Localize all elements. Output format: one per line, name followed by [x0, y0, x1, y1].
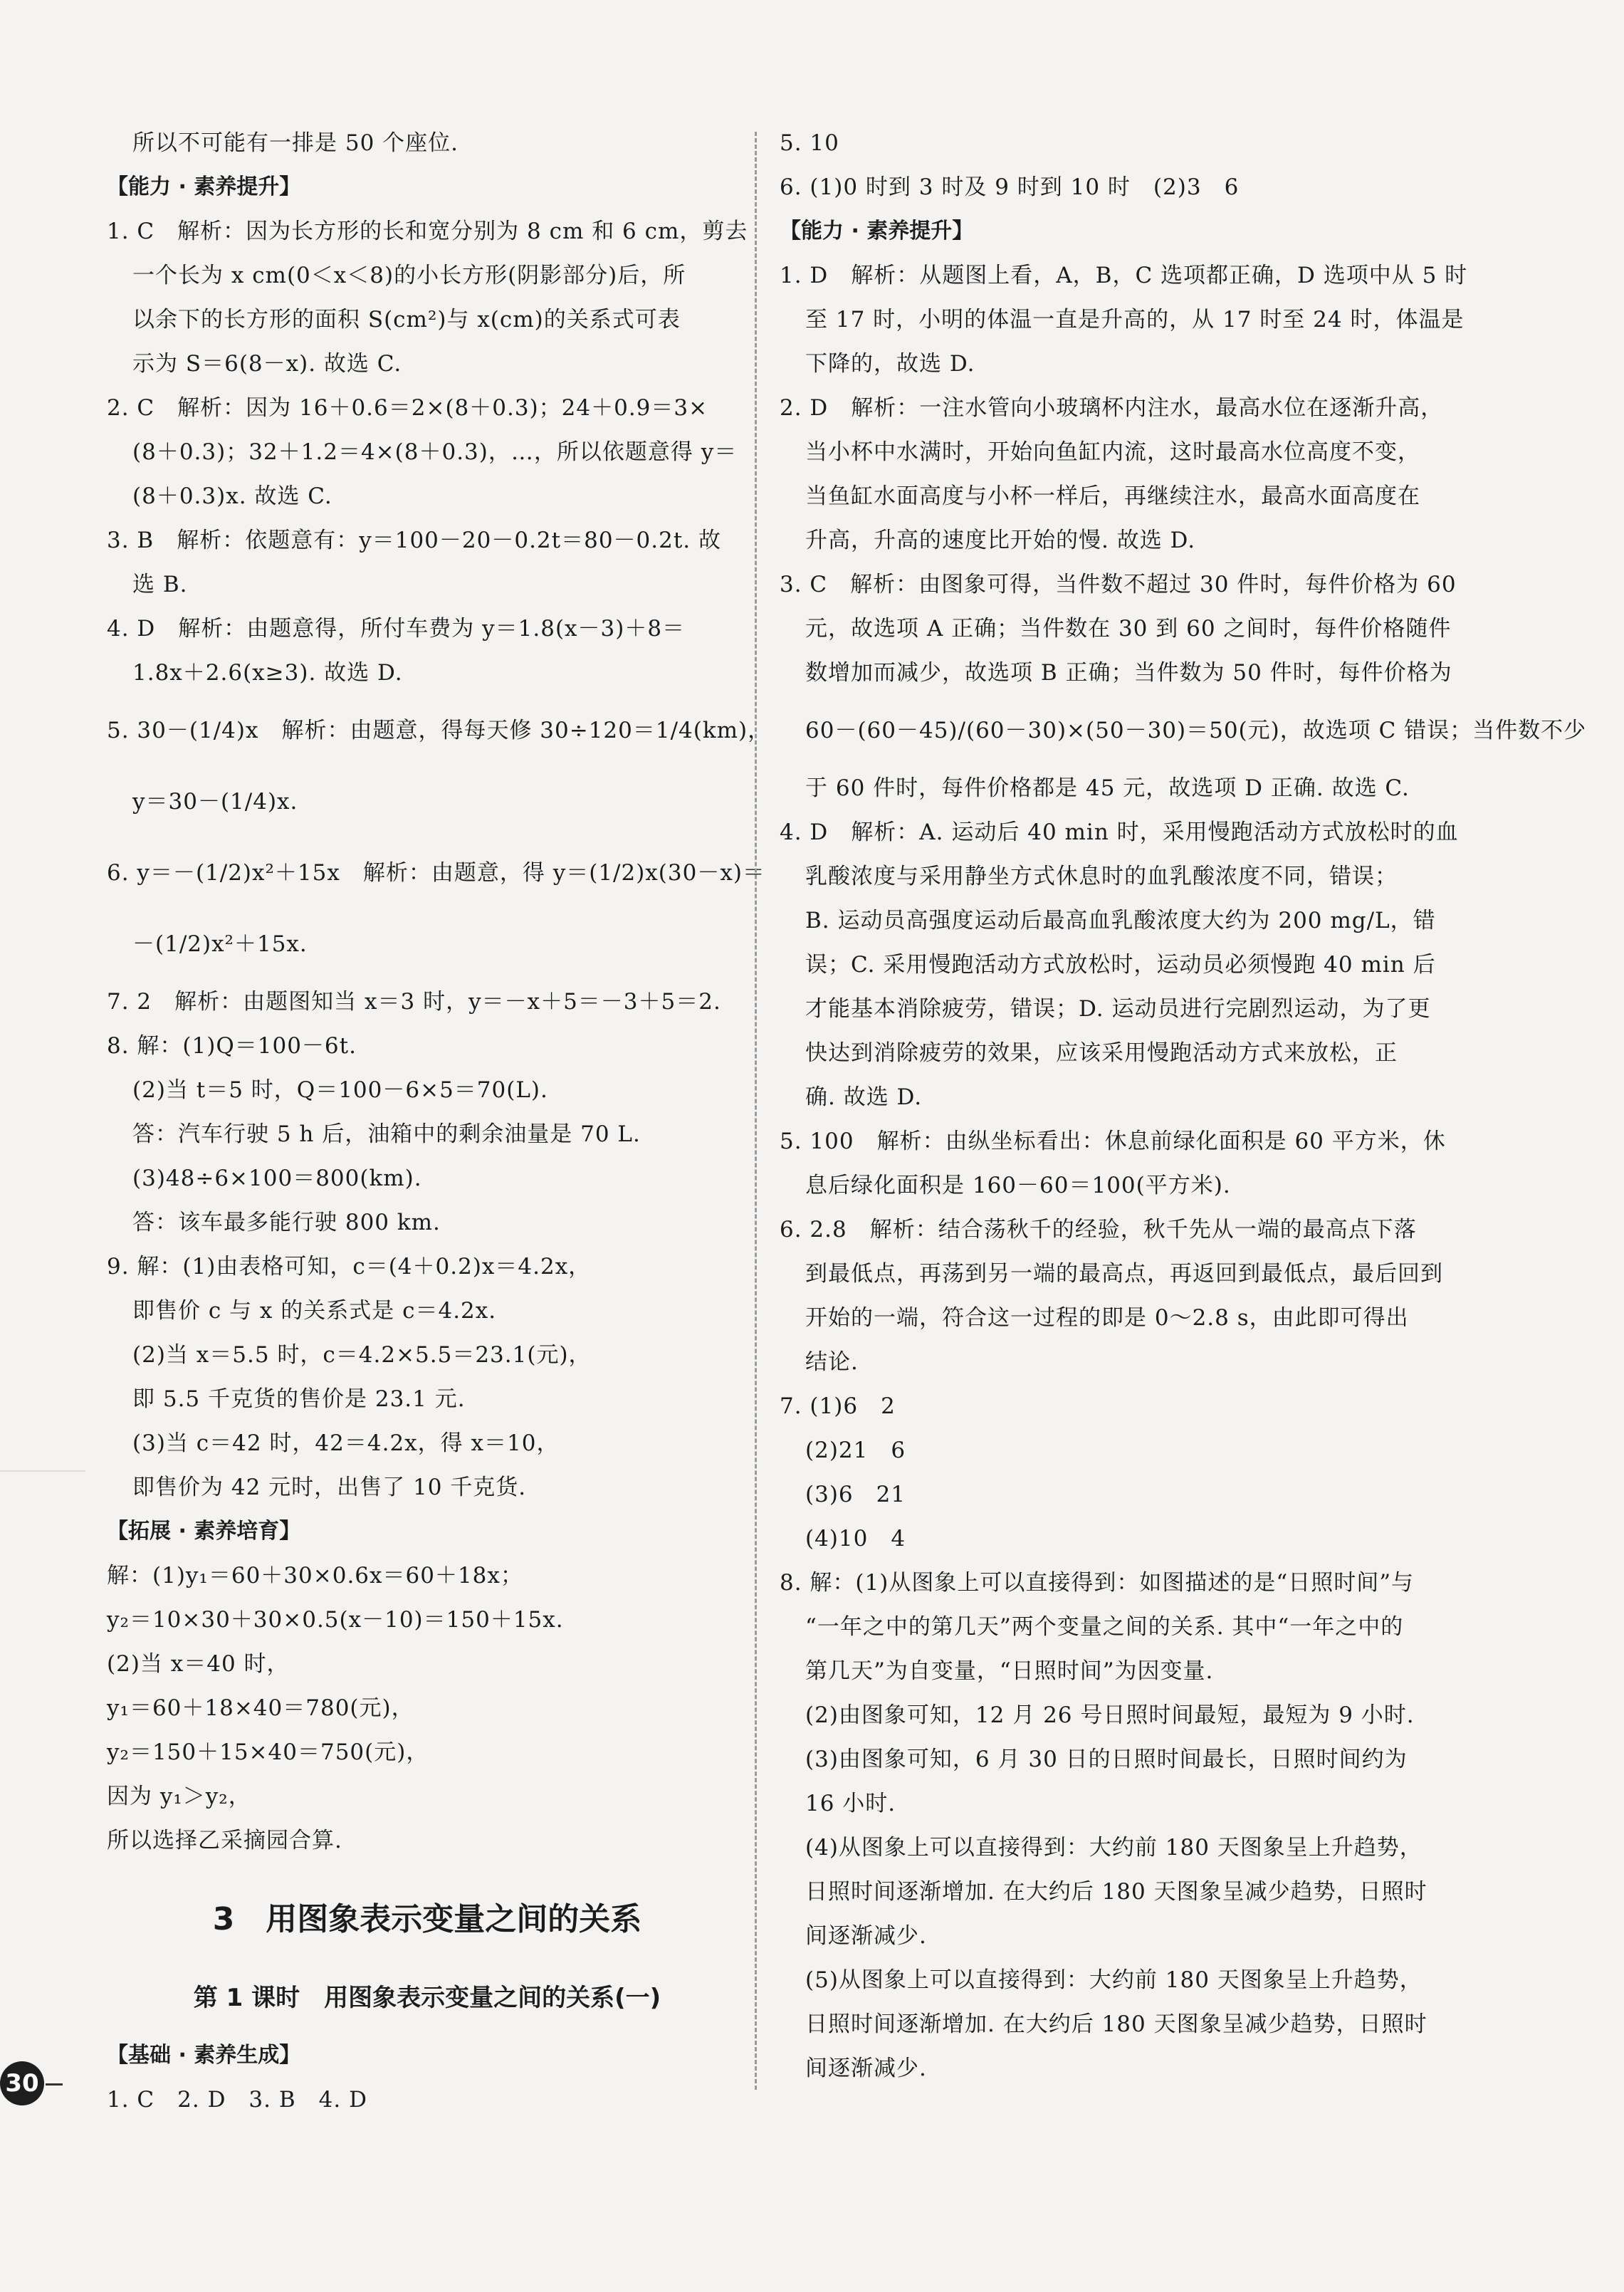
answer-line: 以余下的长方形的面积 S(cm²)与 x(cm)的关系式可表: [132, 307, 681, 333]
answer-line: 16 小时.: [805, 1791, 896, 1816]
answer-line: 3. C 解析：由图象可得，当件数不超过 30 件时，每件价格为 60: [780, 572, 1457, 597]
answer-line: 所以不可能有一排是 50 个座位.: [132, 130, 459, 156]
answer-line: 所以选择乙采摘园合算.: [107, 1828, 342, 1853]
answer-line: 5. 10: [780, 130, 839, 156]
answer-line: 乳酸浓度与采用静坐方式休息时的血乳酸浓度不同，错误；: [805, 864, 1398, 889]
answer-line: 当小杯中水满时，开始向鱼缸内流，这时最高水位高度不变，: [805, 439, 1420, 465]
answer-line: y＝30－(1/4)x.: [132, 789, 298, 815]
answer-line: 答：该车最多能行驶 800 km.: [132, 1210, 441, 1235]
answer-line: 选 B.: [132, 572, 188, 597]
answer-line: 7. (1)6 2: [780, 1393, 896, 1419]
answer-line: 60－(60－45)/(60－30)×(50－30)＝50(元)，故选项 C 错误；当件数不少: [805, 718, 1587, 743]
answer-line: y₂＝10×30＋30×0.5(x－10)＝150＋15x.: [107, 1607, 564, 1633]
answer-line: 间逐渐减少.: [805, 2056, 927, 2081]
section-heading: 【能力 · 素养提升】: [780, 219, 974, 244]
left-column: [107, 121, 771, 2122]
answer-line: (2)当 x＝5.5 时，c＝4.2×5.5＝23.1(元)，: [132, 1342, 592, 1368]
answer-line: 当鱼缸水面高度与小杯一样后，再继续注水，最高水面高度在: [805, 483, 1420, 509]
page-number-rule: [46, 2083, 63, 2086]
answer-line: 5. 100 解析：由纵坐标看出：休息前绿化面积是 60 平方米，休: [780, 1129, 1446, 1154]
answer-line: 1. C 2. D 3. B 4. D: [107, 2087, 367, 2113]
right-answer-lines: [780, 121, 1587, 2090]
answer-line: 才能基本消除疲劳，错误；D. 运动员进行完剧烈运动，为了更: [805, 996, 1431, 1022]
answer-line: －(1/2)x²＋15x.: [132, 931, 308, 957]
answer-line: (2)当 t＝5 时，Q＝100－6×5＝70(L).: [132, 1077, 548, 1103]
answer-line: (2)21 6: [805, 1438, 906, 1463]
answer-line: y₁＝60＋18×40＝780(元)，: [107, 1695, 414, 1721]
left-answer-lines: [107, 121, 771, 1863]
answer-line: 间逐渐减少.: [805, 1923, 927, 1949]
answer-line: 到最低点，再荡到另一端的最高点，再返回到最低点，最后回到: [805, 1261, 1443, 1287]
answer-line: (3)由图象可知，6 月 30 日的日照时间最长，日照时间约为: [805, 1747, 1408, 1772]
answer-line: 确. 故选 D.: [805, 1084, 923, 1110]
answer-line: 第几天”为自变量，“日照时间”为因变量.: [805, 1658, 1214, 1684]
column-divider: [755, 132, 757, 2090]
section-heading: 【基础 · 素养生成】: [107, 2043, 301, 2068]
answer-line: 6. y＝－(1/2)x²＋15x 解析：由题意，得 y＝(1/2)x(30－x)＝: [107, 860, 765, 886]
answer-line: (5)从图象上可以直接得到：大约前 180 天图象呈上升趋势，: [805, 1967, 1423, 1993]
answer-line: 因为 y₁＞y₂，: [107, 1784, 251, 1809]
answer-line: “一年之中的第几天”两个变量之间的关系. 其中“一年之中的: [805, 1614, 1404, 1640]
answer-line: 8. 解：(1)Q＝100－6t.: [107, 1033, 357, 1059]
answer-line: 3. B 解析：依题意有：y＝100－20－0.2t＝80－0.2t. 故: [107, 528, 722, 553]
answer-line: B. 运动员高强度运动后最高血乳酸浓度大约为 200 mg/L，错: [805, 908, 1436, 933]
answer-line: (2)由图象可知，12 月 26 号日照时间最短，最短为 9 小时.: [805, 1702, 1415, 1728]
answer-line: 4. D 解析：由题意得，所付车费为 y＝1.8(x－3)＋8＝: [107, 616, 686, 642]
answer-line: 一个长为 x cm(0＜x＜8)的小长方形(阴影部分)后，所: [132, 263, 686, 288]
answer-line: (4)从图象上可以直接得到：大约前 180 天图象呈上升趋势，: [805, 1835, 1423, 1861]
answer-line: 开始的一端，符合这一过程的即是 0～2.8 s，由此即可得出: [805, 1305, 1409, 1331]
answer-line: 升高，升高的速度比开始的慢. 故选 D.: [805, 528, 1196, 553]
answer-line: 1. C 解析：因为长方形的长和宽分别为 8 cm 和 6 cm，剪去: [107, 219, 748, 244]
answer-line: 结论.: [805, 1349, 859, 1375]
answer-line: (4)10 4: [805, 1526, 906, 1551]
answer-line: 元，故选项 A 正确；当件数在 30 到 60 之间时，每件价格随件: [805, 616, 1452, 642]
answer-line: 1.8x＋2.6(x≥3). 故选 D.: [132, 660, 403, 686]
section-heading: 【能力 · 素养提升】: [107, 174, 301, 199]
answer-line: 数增加而减少，故选项 B 正确；当件数为 50 件时，每件价格为: [805, 660, 1452, 686]
answer-line: 1. D 解析：从题图上看，A，B，C 选项都正确，D 选项中从 5 时: [780, 263, 1468, 288]
answer-line: 即售价为 42 元时，出售了 10 千克货.: [132, 1475, 527, 1500]
answer-line: 示为 S＝6(8－x). 故选 C.: [132, 351, 402, 377]
answer-line: (3)48÷6×100＝800(km).: [132, 1166, 422, 1191]
answer-line: 即 5.5 千克货的售价是 23.1 元.: [132, 1386, 466, 1412]
answer-line: 日照时间逐渐增加. 在大约后 180 天图象呈减少趋势，日照时: [805, 2011, 1427, 2037]
answer-line: 2. D 解析：一注水管向小玻璃杯内注水，最高水位在逐渐升高，: [780, 395, 1444, 421]
answer-line: 6. (1)0 时到 3 时及 9 时到 10 时 (2)3 6: [780, 174, 1240, 200]
answer-line: 解：(1)y₁＝60＋30×0.6x＝60＋18x；: [107, 1563, 523, 1589]
answer-line: 4. D 解析：A. 运动后 40 min 时，采用慢跑活动方式放松时的血: [780, 820, 1459, 845]
answer-line: (8＋0.3)；32＋1.2＝4×(8＋0.3)，…，所以依题意得 y＝: [132, 439, 738, 465]
answer-line: 5. 30－(1/4)x 解析：由题意，得每天修 30÷120＝1/4(km)，: [107, 718, 771, 743]
answer-line: 息后绿化面积是 160－60＝100(平方米).: [805, 1173, 1231, 1198]
left-tail-lines: [107, 2034, 748, 2122]
answer-line: 下降的，故选 D.: [805, 351, 975, 377]
answer-line: 误；C. 采用慢跑活动方式放松时，运动员必须慢跑 40 min 后: [805, 952, 1436, 978]
page-number: 30: [0, 2061, 44, 2105]
answer-line: 7. 2 解析：由题图知当 x＝3 时，y＝－x＋5＝－3＋5＝2.: [107, 989, 721, 1015]
answer-line: 6. 2.8 解析：结合荡秋千的经验，秋千先从一端的最高点下落: [780, 1217, 1417, 1242]
answer-line: 快达到消除疲劳的效果，应该采用慢跑活动方式来放松，正: [805, 1040, 1398, 1066]
answer-line: 8. 解：(1)从图象上可以直接得到：如图描述的是“日照时间”与: [780, 1570, 1415, 1596]
answer-line: (2)当 x＝40 时，: [107, 1651, 290, 1677]
answer-line: 至 17 时，小明的体温一直是升高的，从 17 时至 24 时，体温是: [805, 307, 1465, 333]
chapter-title: 3 用图象表示变量之间的关系: [212, 1901, 642, 1937]
answer-line: 日照时间逐渐增加. 在大约后 180 天图象呈减少趋势，日照时: [805, 1879, 1427, 1905]
answer-line: (8＋0.3)x. 故选 C.: [132, 483, 332, 509]
answer-line: (3)当 c＝42 时，42＝4.2x，得 x＝10，: [132, 1430, 560, 1456]
answer-line: y₂＝150＋15×40＝750(元)，: [107, 1739, 429, 1765]
section-heading: 【拓展 · 素养培育】: [107, 1519, 301, 1544]
answer-line: 即售价 c 与 x 的关系式是 c＝4.2x.: [132, 1298, 497, 1324]
right-column: [780, 121, 1587, 2090]
margin-rule: [0, 1470, 85, 1472]
answer-line: (3)6 21: [805, 1482, 906, 1507]
answer-line: 于 60 件时，每件价格都是 45 元，故选项 D 正确. 故选 C.: [805, 775, 1410, 801]
answer-line: 答：汽车行驶 5 h 后，油箱中的剩余油量是 70 L.: [132, 1121, 641, 1147]
answer-line: 2. C 解析：因为 16＋0.6＝2×(8＋0.3)；24＋0.9＝3×: [107, 395, 708, 421]
lesson-title: 第 1 课时 用图象表示变量之间的关系(一): [193, 1984, 661, 2012]
answer-line: 9. 解：(1)由表格可知，c＝(4＋0.2)x＝4.2x，: [107, 1254, 592, 1280]
